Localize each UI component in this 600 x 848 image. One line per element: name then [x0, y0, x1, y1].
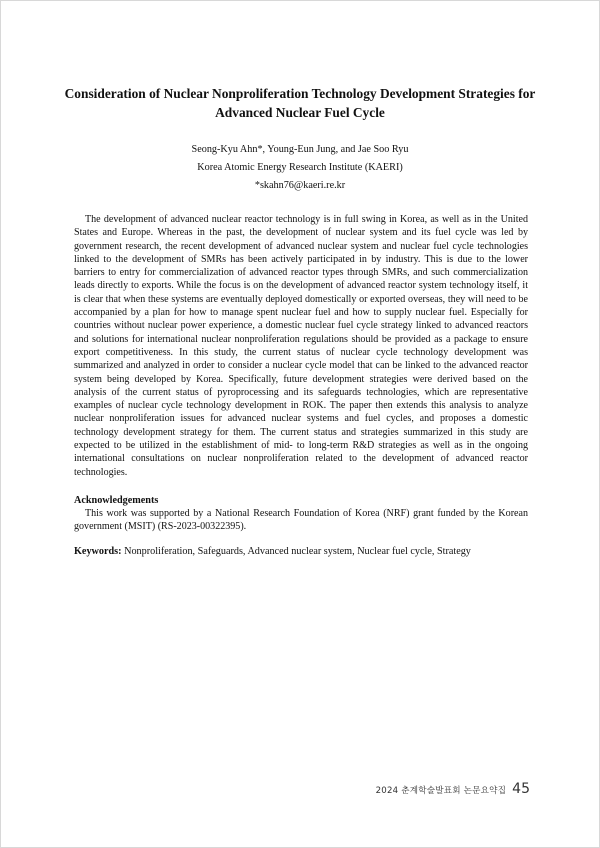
keywords-label: Keywords: — [74, 546, 122, 557]
keywords-line — [74, 545, 534, 558]
page-footer — [376, 781, 530, 797]
proceedings-label: 2024 춘계학술발표회 논문요약집 — [375, 786, 507, 796]
acknowledgements-body: This work was supported by a National Research Foundation of Korea (NRF) grant funded by the Korean government (MSIT) (RS-2023-00322395). — [74, 508, 528, 533]
abstract-body: The development of advanced nuclear reactor technology is in full swing in Korea, as well as in the United States and Europe. Whereas in the past, the development of nuclear system and its fuel cycle was led by government research, the recent development of advanced nuclear system and nuclear fuel cycle technologies linked to the development of SMRs has been actively participated in by industry. This is due to the lower barriers to entry for commercialization of advanced reactor types through SMRs, and such commercialization leads directly to exports. While the focus is on the development of advanced reactor system technology itself, it is clear that when these systems are eventually deployed domestically or exported overseas, they will need to be accompanied by a plan for how to manage spent nuclear fuel and how to supply nuclear fuel. Especially for countries without nuclear power experience, a domestic nuclear fuel cycle strategy linked to advanced reactors and solutions for international nuclear nonproliferation regulations should be provided as a package to ensure export competitiveness. In this study, the current status of nuclear cycle technology development was summarized and analyzed in order to consider a nuclear cycle model that can be linked to the advanced reactor system being developed by Korea. Specifically, future development strategies were derived based on the analysis of the current status of pyroprocessing and its safeguards technologies, which are representative examples of nuclear cycle technology development in ROK. The paper then extends this analysis to analyze nuclear nonproliferation issues for advanced nuclear systems and fuel cycles, and proposes a domestic technology development strategy for them. The current status and strategies summarized in this study are expected to be utilized in the establishment of mid- to long-term R&D strategies as well as in the ongoing international consultations on nuclear nonproliferation related to the development of advanced reactor technologies. — [74, 214, 528, 478]
affiliation: Korea Atomic Energy Research Institute (KAERI) — [197, 162, 403, 173]
contact-email: *skahn76@kaeri.re.kr — [254, 180, 346, 191]
page-number: 45 — [512, 781, 530, 797]
keywords-list: Nonproliferation, Safeguards, Advanced nuclear system, Nuclear fuel cycle, Strategy — [124, 546, 471, 557]
author-list: Seong-Kyu Ahn*, Young-Eun Jung, and Jae Soo Ryu — [191, 144, 409, 155]
paper-title: Consideration of Nuclear Nonproliferation Technology Development Strategies for Advanced Nuclear Fuel Cycle — [64, 86, 536, 120]
acknowledgements-heading: Acknowledgements — [74, 495, 159, 506]
